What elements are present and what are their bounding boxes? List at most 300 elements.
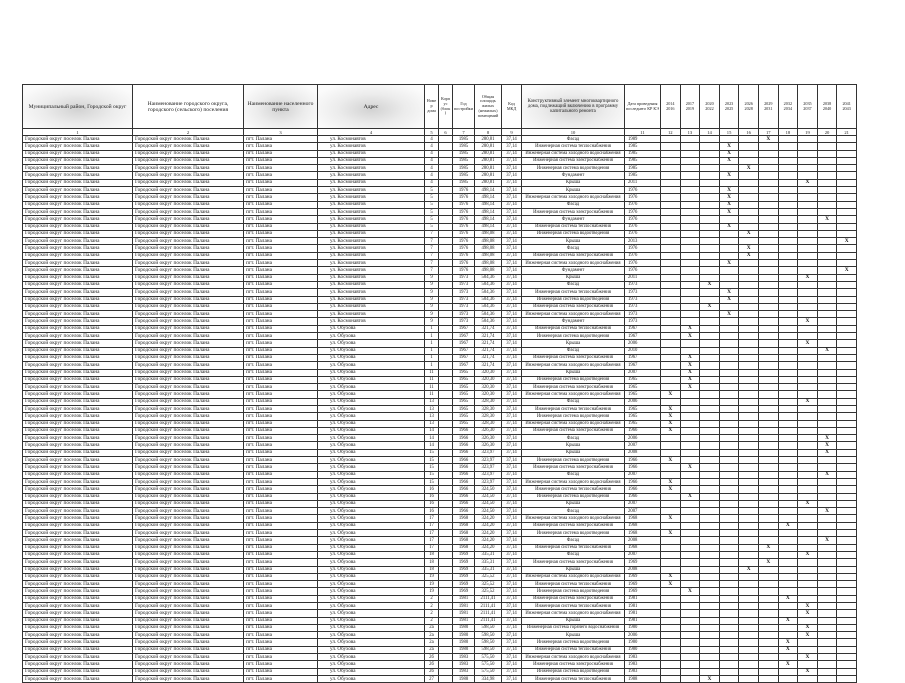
cell-total-area: 326,30 — [475, 435, 502, 442]
cell-build-year: 1965 — [453, 369, 475, 376]
cell-build-year: 1973 — [453, 281, 475, 288]
cell-locality: пгт. Палана — [244, 354, 318, 361]
table-row — [23, 435, 857, 442]
cell-period — [778, 508, 798, 515]
cell-period — [817, 544, 837, 551]
cell-period — [817, 508, 837, 515]
cell-period — [798, 646, 818, 653]
cell-address: ул. Обухова — [318, 500, 425, 507]
cell-municipal-district: Городской округ поселок Палана — [23, 515, 133, 522]
cell-period — [817, 311, 837, 318]
cell-house-number: 1 — [425, 325, 439, 332]
cell-address: ул. Обухова — [318, 325, 425, 332]
cell-period — [700, 624, 720, 631]
cell-period — [719, 668, 739, 675]
cell-period — [719, 172, 739, 179]
cell-period — [719, 347, 739, 354]
cell-settlement: Городской округ поселок Палана — [133, 172, 244, 179]
cell-period — [817, 157, 837, 164]
cell-period — [739, 413, 759, 420]
cell-period — [798, 194, 818, 201]
cell-locality: пгт. Палана — [244, 165, 318, 172]
planned-repair-mark: X — [805, 653, 810, 660]
table-row — [23, 573, 857, 580]
cell-period — [837, 464, 857, 471]
cell-period — [798, 143, 818, 150]
cell-total-area: 575,50 — [475, 654, 502, 661]
cell-period — [739, 201, 759, 208]
cell-last-repair-date: 1976 — [625, 252, 661, 259]
cell-period — [700, 471, 720, 478]
cell-total-area: 498,14 — [475, 223, 502, 230]
cell-period — [778, 464, 798, 471]
cell-locality: пгт. Палана — [244, 157, 318, 164]
cell-period — [837, 311, 857, 318]
cell-build-year: 1967 — [453, 333, 475, 340]
cell-period — [758, 624, 778, 631]
cell-locality: пгт. Палана — [244, 478, 318, 485]
cell-last-repair-date: 2006 — [625, 340, 661, 347]
cell-period — [700, 464, 720, 471]
cell-period — [700, 530, 720, 537]
cell-build-year: 1966 — [453, 464, 475, 471]
cell-period — [700, 427, 720, 434]
planned-repair-mark: X — [668, 485, 673, 492]
cell-structural-element: Инженерная система теплоснабжения — [522, 646, 625, 653]
cell-period — [778, 559, 798, 566]
cell-house-number: 19 — [425, 581, 439, 588]
cell-locality: пгт. Палана — [244, 376, 318, 383]
cell-block — [439, 508, 453, 515]
cell-period — [798, 603, 818, 610]
cell-locality: пгт. Палана — [244, 223, 318, 230]
cell-period — [778, 216, 798, 223]
cell-address: ул. Обухова — [318, 333, 425, 340]
cell-period — [837, 530, 857, 537]
column-number: 2 — [133, 129, 244, 136]
cell-building-code: 37,14 — [502, 603, 522, 610]
cell-build-year: 1976 — [453, 208, 475, 215]
cell-period — [719, 230, 739, 237]
cell-total-area: 504,36 — [475, 281, 502, 288]
cell-total-area: 323,97 — [475, 478, 502, 485]
planned-repair-mark: X — [727, 223, 732, 230]
cell-structural-element: Крыша — [522, 187, 625, 194]
cell-block — [439, 376, 453, 383]
cell-structural-element: Инженерная система холодного водоснабжения — [522, 150, 625, 157]
cell-settlement: Городской округ поселок Палана — [133, 420, 244, 427]
cell-last-repair-date: 1981 — [625, 617, 661, 624]
cell-period — [680, 303, 700, 310]
cell-period — [817, 639, 837, 646]
cell-building-code: 37,14 — [502, 252, 522, 259]
cell-period — [739, 610, 759, 617]
cell-build-year: 1966 — [453, 435, 475, 442]
cell-period — [739, 668, 759, 675]
cell-period — [700, 675, 720, 682]
cell-settlement: Городской округ поселок Палана — [133, 515, 244, 522]
cell-period — [661, 208, 681, 215]
cell-total-area: 324,20 — [475, 537, 502, 544]
cell-building-code: 37,14 — [502, 471, 522, 478]
cell-period — [798, 668, 818, 675]
cell-period — [700, 413, 720, 420]
cell-period — [817, 398, 837, 405]
cell-address: ул. Обухова — [318, 376, 425, 383]
table-row — [23, 610, 857, 617]
cell-locality: пгт. Палана — [244, 325, 318, 332]
cell-period — [661, 661, 681, 668]
cell-period — [680, 362, 700, 369]
cell-build-year: 1985 — [453, 165, 475, 172]
cell-house-number: 11 — [425, 376, 439, 383]
cell-building-code: 37,14 — [502, 362, 522, 369]
cell-building-code: 37,14 — [502, 201, 522, 208]
cell-period — [739, 376, 759, 383]
planned-repair-mark: X — [727, 186, 732, 193]
cell-house-number: 14 — [425, 442, 439, 449]
cell-period — [817, 354, 837, 361]
cell-house-number: 9 — [425, 274, 439, 281]
cell-house-number: 18 — [425, 559, 439, 566]
cell-locality: пгт. Палана — [244, 588, 318, 595]
cell-last-repair-date: 1983 — [625, 654, 661, 661]
cell-build-year: 1965 — [453, 384, 475, 391]
cell-build-year: 1966 — [453, 471, 475, 478]
cell-building-code: 37,14 — [502, 281, 522, 288]
cell-locality: пгт. Палана — [244, 347, 318, 354]
cell-total-area: 335,31 — [475, 559, 502, 566]
cell-house-number: 4 — [425, 172, 439, 179]
cell-settlement: Городской округ поселок Палана — [133, 165, 244, 172]
planned-repair-mark: X — [805, 500, 810, 507]
cell-structural-element: Инженерная система холодного водоснабжения — [522, 478, 625, 485]
cell-address: ул. Космонавтов — [318, 260, 425, 267]
cell-period — [758, 544, 778, 551]
cell-last-repair-date: 1965 — [625, 391, 661, 398]
cell-locality: пгт. Палана — [244, 179, 318, 186]
cell-settlement: Городской округ поселок Палана — [133, 464, 244, 471]
cell-total-area: 320,30 — [475, 376, 502, 383]
cell-address: ул. Космонавтов — [318, 274, 425, 281]
cell-address: ул. Обухова — [318, 646, 425, 653]
cell-municipal-district: Городской округ поселок Палана — [23, 478, 133, 485]
cell-period — [700, 252, 720, 259]
cell-period — [680, 435, 700, 442]
cell-structural-element: Инженерная система холодного водоснабжения — [522, 515, 625, 522]
cell-period — [817, 260, 837, 267]
cell-period — [817, 230, 837, 237]
cell-total-area: 321,74 — [475, 333, 502, 340]
cell-municipal-district: Городской округ поселок Палана — [23, 405, 133, 412]
cell-block — [439, 267, 453, 274]
table-row — [23, 500, 857, 507]
cell-locality: пгт. Палана — [244, 238, 318, 245]
cell-house-number: 18 — [425, 551, 439, 558]
cell-period — [700, 405, 720, 412]
planned-repair-mark: X — [825, 507, 829, 514]
cell-period — [817, 405, 837, 412]
cell-building-code: 37,14 — [502, 157, 522, 164]
cell-period — [778, 208, 798, 215]
cell-last-repair-date: 2010 — [625, 347, 661, 354]
cell-period — [837, 405, 857, 412]
cell-period — [778, 376, 798, 383]
cell-period — [758, 216, 778, 223]
cell-period — [798, 252, 818, 259]
cell-last-repair-date: 2011 — [625, 179, 661, 186]
cell-period — [739, 537, 759, 544]
cell-locality: пгт. Палана — [244, 398, 318, 405]
cell-period — [817, 610, 837, 617]
cell-build-year: 1980 — [453, 624, 475, 631]
cell-period — [778, 136, 798, 143]
cell-period — [837, 187, 857, 194]
cell-total-area: 498,14 — [475, 194, 502, 201]
cell-address: ул. Обухова — [318, 624, 425, 631]
cell-municipal-district: Городской округ поселок Палана — [23, 260, 133, 267]
cell-period — [778, 347, 798, 354]
table-row — [23, 376, 857, 383]
cell-period — [758, 223, 778, 230]
cell-period — [739, 624, 759, 631]
cell-period — [661, 194, 681, 201]
cell-settlement: Городской округ поселок Палана — [133, 216, 244, 223]
cell-period — [700, 551, 720, 558]
cell-period — [778, 150, 798, 157]
cell-period — [778, 405, 798, 412]
table-row — [23, 208, 857, 215]
cell-period — [837, 252, 857, 259]
cell-locality: пгт. Палана — [244, 442, 318, 449]
cell-period — [817, 208, 837, 215]
cell-total-area: 280,81 — [475, 172, 502, 179]
cell-period — [817, 573, 837, 580]
cell-municipal-district: Городской округ поселок Палана — [23, 471, 133, 478]
cell-period — [680, 610, 700, 617]
planned-repair-mark: X — [785, 522, 790, 529]
cell-period — [739, 398, 759, 405]
cell-structural-element: Фасад — [522, 398, 625, 405]
cell-period — [739, 515, 759, 522]
cell-period — [661, 639, 681, 646]
cell-period — [739, 420, 759, 427]
cell-building-code: 37,14 — [502, 143, 522, 150]
cell-block — [439, 668, 453, 675]
table-row — [23, 136, 857, 143]
cell-house-number: 5 — [425, 223, 439, 230]
cell-structural-element: Инженерная система холодного водоснабжения — [522, 260, 625, 267]
planned-repair-mark: X — [746, 164, 751, 171]
cell-period — [778, 624, 798, 631]
cell-period — [758, 566, 778, 573]
cell-municipal-district: Городской округ поселок Палана — [23, 486, 133, 493]
cell-last-repair-date: 1980 — [625, 646, 661, 653]
cell-municipal-district: Городской округ поселок Палана — [23, 340, 133, 347]
table-row — [23, 551, 857, 558]
cell-settlement: Городской округ поселок Палана — [133, 603, 244, 610]
cell-build-year: 1973 — [453, 311, 475, 318]
cell-municipal-district: Городской округ поселок Палана — [23, 179, 133, 186]
cell-period — [680, 478, 700, 485]
cell-municipal-district: Городской округ поселок Палана — [23, 398, 133, 405]
cell-period — [837, 325, 857, 332]
cell-address: ул. Обухова — [318, 413, 425, 420]
cell-period — [758, 303, 778, 310]
cell-total-area: 498,14 — [475, 187, 502, 194]
cell-period — [817, 340, 837, 347]
cell-last-repair-date: 1967 — [625, 325, 661, 332]
cell-last-repair-date: 1976 — [625, 223, 661, 230]
cell-municipal-district: Городской округ поселок Палана — [23, 581, 133, 588]
table-row — [23, 384, 857, 391]
cell-period — [700, 566, 720, 573]
cell-municipal-district: Городской округ поселок Палана — [23, 493, 133, 500]
cell-municipal-district: Городской округ поселок Палана — [23, 369, 133, 376]
cell-period — [739, 187, 759, 194]
cell-period — [798, 632, 818, 639]
cell-period — [700, 544, 720, 551]
cell-period — [778, 223, 798, 230]
cell-period — [817, 420, 837, 427]
cell-period — [837, 581, 857, 588]
cell-municipal-district: Городской округ поселок Палана — [23, 449, 133, 456]
cell-address: ул. Космонавтов — [318, 187, 425, 194]
cell-last-repair-date: 2011 — [625, 274, 661, 281]
cell-period — [778, 201, 798, 208]
cell-block — [439, 157, 453, 164]
cell-house-number: 5 — [425, 187, 439, 194]
cell-house-number: 15 — [425, 449, 439, 456]
cell-period — [798, 354, 818, 361]
cell-structural-element: Инженерная система водоотведения — [522, 413, 625, 420]
cell-build-year: 1969 — [453, 573, 475, 580]
cell-period — [817, 187, 837, 194]
cell-block — [439, 500, 453, 507]
planned-repair-mark: X — [668, 405, 673, 412]
cell-period — [739, 559, 759, 566]
cell-period — [837, 661, 857, 668]
planned-repair-mark: X — [668, 412, 673, 419]
cell-period — [661, 544, 681, 551]
cell-structural-element: Инженерная система электроснабжения — [522, 157, 625, 164]
cell-period — [700, 442, 720, 449]
cell-build-year: 1981 — [453, 595, 475, 602]
planned-repair-mark: X — [805, 317, 810, 324]
cell-period — [778, 457, 798, 464]
cell-period — [798, 493, 818, 500]
cell-period — [700, 632, 720, 639]
cell-build-year: 1988 — [453, 675, 475, 682]
cell-period — [758, 289, 778, 296]
planned-repair-mark: X — [668, 420, 673, 427]
cell-block — [439, 325, 453, 332]
cell-house-number: 16 — [425, 508, 439, 515]
cell-period — [817, 143, 837, 150]
cell-period — [700, 354, 720, 361]
cell-period — [661, 201, 681, 208]
cell-building-code: 37,14 — [502, 274, 522, 281]
cell-period — [758, 530, 778, 537]
cell-address: ул. Обухова — [318, 654, 425, 661]
cell-period — [778, 398, 798, 405]
planned-repair-mark: X — [687, 587, 692, 594]
cell-period — [778, 296, 798, 303]
cell-period — [817, 646, 837, 653]
cell-period — [798, 362, 818, 369]
cell-period — [661, 559, 681, 566]
cell-period — [680, 617, 700, 624]
cell-period — [758, 362, 778, 369]
cell-settlement: Городской округ поселок Палана — [133, 413, 244, 420]
cell-period — [798, 318, 818, 325]
cell-total-area: 328,30 — [475, 413, 502, 420]
cell-last-repair-date: 1980 — [625, 624, 661, 631]
cell-block — [439, 420, 453, 427]
cell-structural-element: Инженерная система водоотведения — [522, 639, 625, 646]
cell-municipal-district: Городской округ поселок Палана — [23, 347, 133, 354]
cell-last-repair-date: 2006 — [625, 632, 661, 639]
cell-structural-element: Фасад — [522, 551, 625, 558]
cell-period — [719, 136, 739, 143]
cell-block — [439, 143, 453, 150]
cell-total-area: 498,08 — [475, 245, 502, 252]
cell-settlement: Городской округ поселок Палана — [133, 646, 244, 653]
cell-municipal-district: Городской округ поселок Палана — [23, 413, 133, 420]
planned-repair-mark: X — [805, 339, 810, 346]
cell-period — [700, 595, 720, 602]
cell-municipal-district: Городской округ поселок Палана — [23, 274, 133, 281]
cell-total-area: 2111,41 — [475, 617, 502, 624]
cell-period — [661, 274, 681, 281]
cell-total-area: 280,81 — [475, 179, 502, 186]
cell-build-year: 1966 — [453, 457, 475, 464]
cell-period — [837, 646, 857, 653]
cell-period — [778, 573, 798, 580]
cell-house-number: 27 — [425, 675, 439, 682]
cell-period — [778, 420, 798, 427]
cell-period — [778, 595, 798, 602]
cell-period — [700, 245, 720, 252]
cell-period — [837, 486, 857, 493]
cell-structural-element: Инженерная система холодного водоснабжения — [522, 194, 625, 201]
cell-period — [680, 179, 700, 186]
cell-structural-element: Инженерная система электроснабжения — [522, 522, 625, 529]
cell-period — [837, 449, 857, 456]
cell-period — [798, 442, 818, 449]
cell-period — [798, 238, 818, 245]
cell-period — [680, 508, 700, 515]
cell-last-repair-date: 1976 — [625, 201, 661, 208]
cell-last-repair-date: 1989 — [625, 136, 661, 143]
column-number: 8 — [475, 129, 502, 136]
cell-period — [680, 172, 700, 179]
cell-last-repair-date: 1983 — [625, 661, 661, 668]
planned-repair-mark: X — [727, 157, 732, 164]
cell-municipal-district: Городской округ поселок Палана — [23, 136, 133, 143]
cell-period — [661, 595, 681, 602]
cell-period — [758, 405, 778, 412]
cell-last-repair-date: 1966 — [625, 464, 661, 471]
cell-period — [700, 303, 720, 310]
cell-period — [719, 617, 739, 624]
cell-locality: пгт. Палана — [244, 201, 318, 208]
cell-locality: пгт. Палана — [244, 435, 318, 442]
cell-period — [837, 420, 857, 427]
cell-locality: пгт. Палана — [244, 457, 318, 464]
cell-block — [439, 340, 453, 347]
cell-build-year: 1965 — [453, 420, 475, 427]
